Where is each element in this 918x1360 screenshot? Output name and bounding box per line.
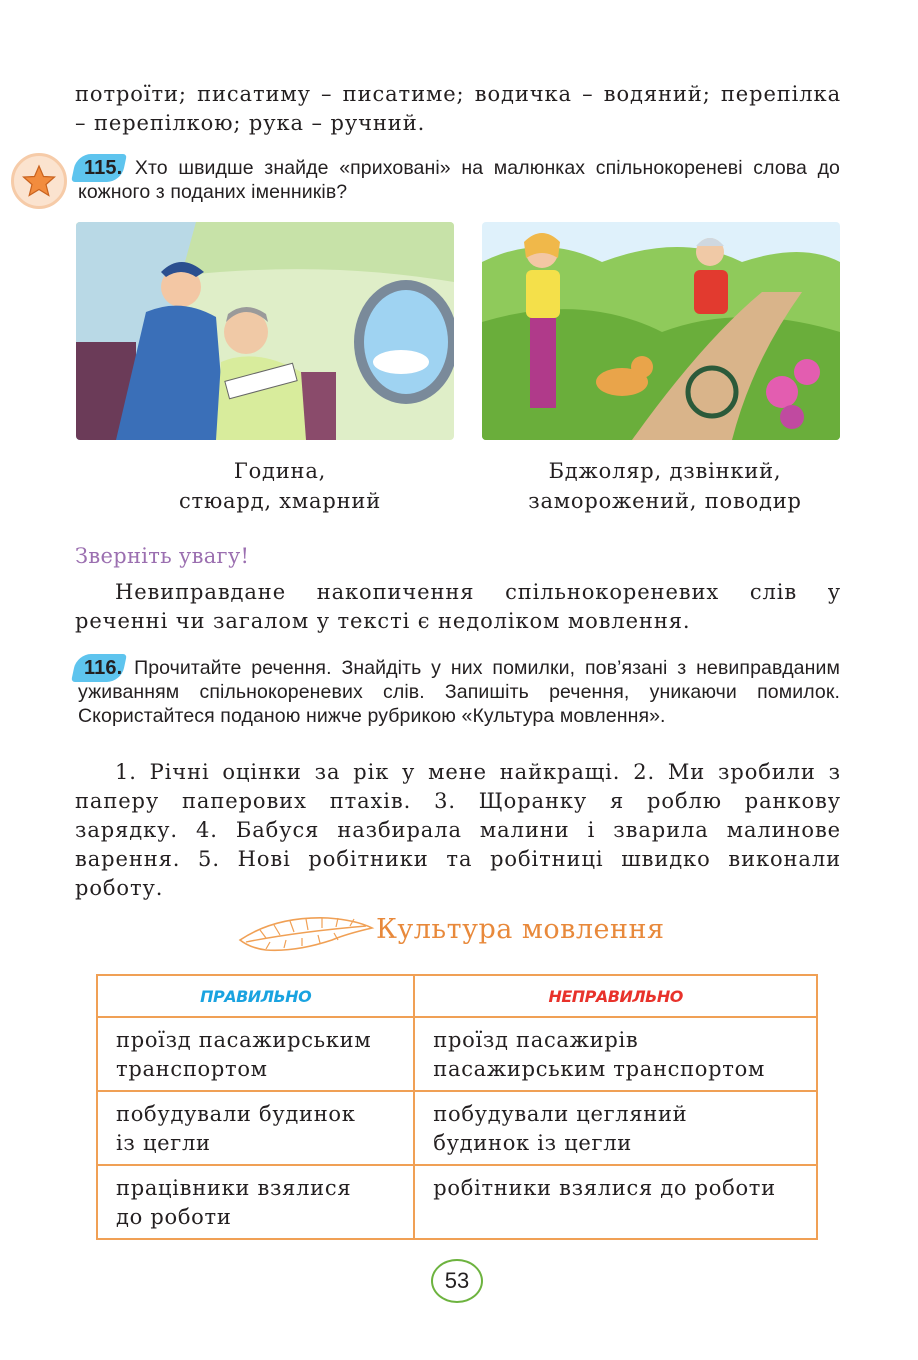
cell-wrong xyxy=(414,1165,817,1239)
table-row xyxy=(97,1165,817,1239)
cell-line: побудували цегляний xyxy=(433,1102,688,1126)
culture-table-header xyxy=(97,975,817,1017)
cell-line: робітники взялися до роботи xyxy=(433,1176,776,1200)
star-badge xyxy=(11,153,67,209)
cell-wrong xyxy=(414,1017,817,1091)
task-115 xyxy=(78,156,840,204)
caption-right-line1: Бджоляр, дзвінкий, xyxy=(548,459,782,483)
table-row xyxy=(97,1017,817,1091)
star-icon xyxy=(21,163,57,199)
cell-line: із цегли xyxy=(116,1131,211,1155)
cell-line: проїзд пасажирів xyxy=(433,1028,639,1052)
caption-right-line2: заморожений, поводир xyxy=(528,489,802,513)
task-115-number: 115. xyxy=(78,156,124,180)
culture-title: Культура мовлення xyxy=(376,914,665,945)
feather-ornament-icon xyxy=(236,906,376,956)
cell-line: працівники взялися xyxy=(116,1176,352,1200)
caption-left-line1: Година, xyxy=(233,459,327,483)
airplane-cabin-illustration xyxy=(76,222,454,440)
cell-line: побудували будинок xyxy=(116,1102,356,1126)
task-115-text: Хто швидше знайде «приховані» на малюнках спільнокореневі слова до кожного з поданих іменників? xyxy=(78,157,840,203)
cell-correct xyxy=(97,1091,414,1165)
caption-right xyxy=(505,456,825,516)
cell-correct xyxy=(97,1017,414,1091)
top-paragraph: потроїти; писатиму – писатиме; водичка – водяний; перепілка – перепілкою; рука – ручний. xyxy=(75,82,841,135)
cell-line: до роботи xyxy=(116,1205,232,1229)
task-116-number: 116. xyxy=(78,656,124,680)
cell-line: транспортом xyxy=(116,1057,268,1081)
caption-left-line2: стюард, хмарний xyxy=(178,489,382,513)
park-scene-illustration xyxy=(482,222,840,440)
task-116 xyxy=(78,656,840,728)
feather-ornament xyxy=(236,906,376,956)
culture-table xyxy=(96,974,818,1240)
header-correct: ПРАВИЛЬНО xyxy=(97,975,414,1017)
cell-line: пасажирським транспортом xyxy=(433,1057,765,1081)
cell-wrong xyxy=(414,1091,817,1165)
caption-left xyxy=(150,456,410,516)
attention-heading: Зверніть увагу! xyxy=(75,544,250,568)
page-number: 53 xyxy=(431,1259,483,1303)
cell-correct xyxy=(97,1165,414,1239)
attention-text: Невиправдане накопичення спільнокореневих слів у реченні чи загалом у тексті є недоліком мовлення. xyxy=(75,580,841,633)
cell-line: проїзд пасажирським xyxy=(116,1028,372,1052)
task-116-sentences: 1. Річні оцінки за рік у мене найкращі. 2. Ми зробили з паперу паперових птахів. 3. Щоранку я роблю ранкову зарядку. 4. Бабуся назбирала малини і зварила малинове варення. 5. Нові робітники та робітниці швидко виконали роботу. xyxy=(75,760,841,900)
task-116-text: Прочитайте речення. Знайдіть у них помилки, пов’язані з невиправданим уживанням спільнокореневих слів. Запишіть речення, уникаючи помилок. Скористайтеся поданою нижче рубрикою «Культура мовлення». xyxy=(78,657,840,727)
header-wrong: НЕПРАВИЛЬНО xyxy=(414,975,817,1017)
table-row xyxy=(97,1091,817,1165)
cell-line: будинок із цегли xyxy=(433,1131,632,1155)
